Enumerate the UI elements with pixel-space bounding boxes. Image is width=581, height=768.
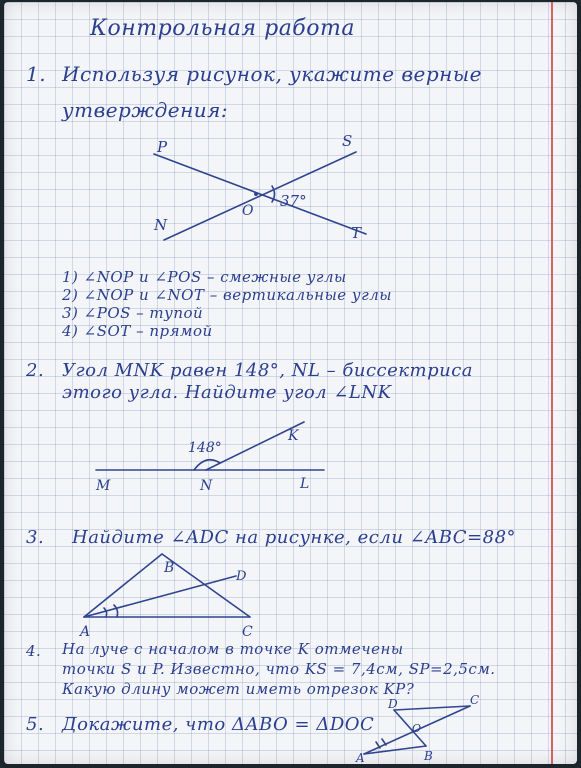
task5-figure <box>4 2 577 764</box>
label-p: P <box>157 138 168 156</box>
task2-text-line2: этого угла. Найдите угол ∠LNK <box>62 382 392 403</box>
segment-dc <box>394 706 470 710</box>
label-d3: D <box>236 569 247 584</box>
label-b5: B <box>424 749 433 763</box>
label-k: K <box>288 428 299 444</box>
task4-number: 4. <box>26 642 42 660</box>
label-m: M <box>96 478 111 494</box>
label-n: N <box>154 216 168 234</box>
task1-option-3: 3) ∠POS – тупой <box>62 304 204 322</box>
label-t: T <box>351 224 362 242</box>
label-angle-37: 37° <box>280 192 307 210</box>
label-c5: C <box>470 693 480 707</box>
task1-option-1: 1) ∠NOP и ∠POS – смежные углы <box>62 268 347 286</box>
label-a5: A <box>356 751 365 765</box>
task1-option-2: 2) ∠NOP и ∠NOT – вертикальные углы <box>62 286 392 304</box>
label-o5: O <box>412 722 422 735</box>
label-c3: C <box>242 624 253 640</box>
task2-text-line1: Угол MNK равен 148°, NL – биссектриса <box>62 360 474 381</box>
label-angle-148: 148° <box>188 440 222 456</box>
task2-number: 2. <box>26 360 45 381</box>
label-l: L <box>300 476 310 492</box>
task1-text-line2: утверждения: <box>62 98 229 122</box>
task4-text-line3: Какую длину может иметь отрезок KP? <box>62 680 415 698</box>
label-n2: N <box>200 478 213 494</box>
task3-number: 3. <box>26 527 45 548</box>
label-s: S <box>342 132 353 150</box>
task4-text-line1: На луче с началом в точке K отмечены <box>62 640 404 658</box>
task1-option-4: 4) ∠SOT – прямой <box>62 322 213 340</box>
task1-number: 1. <box>26 62 47 86</box>
label-o: O <box>242 203 254 219</box>
notebook-page <box>4 2 577 764</box>
task1-text-line1: Используя рисунок, укажите верные <box>62 62 482 86</box>
task5-number: 5. <box>26 714 45 735</box>
label-b3: B <box>164 560 175 576</box>
label-d5: D <box>388 697 398 711</box>
task5-text: Докажите, что ΔABO = ΔDOC <box>62 714 375 735</box>
task3-text: Найдите ∠ADC на рисунке, если ∠ABC=88° <box>72 527 517 548</box>
task4-text-line2: точки S и P. Известно, что KS = 7,4см, SP=2,5см. <box>62 660 496 678</box>
page-title: Контрольная работа <box>90 16 355 41</box>
label-a3: A <box>80 624 91 640</box>
